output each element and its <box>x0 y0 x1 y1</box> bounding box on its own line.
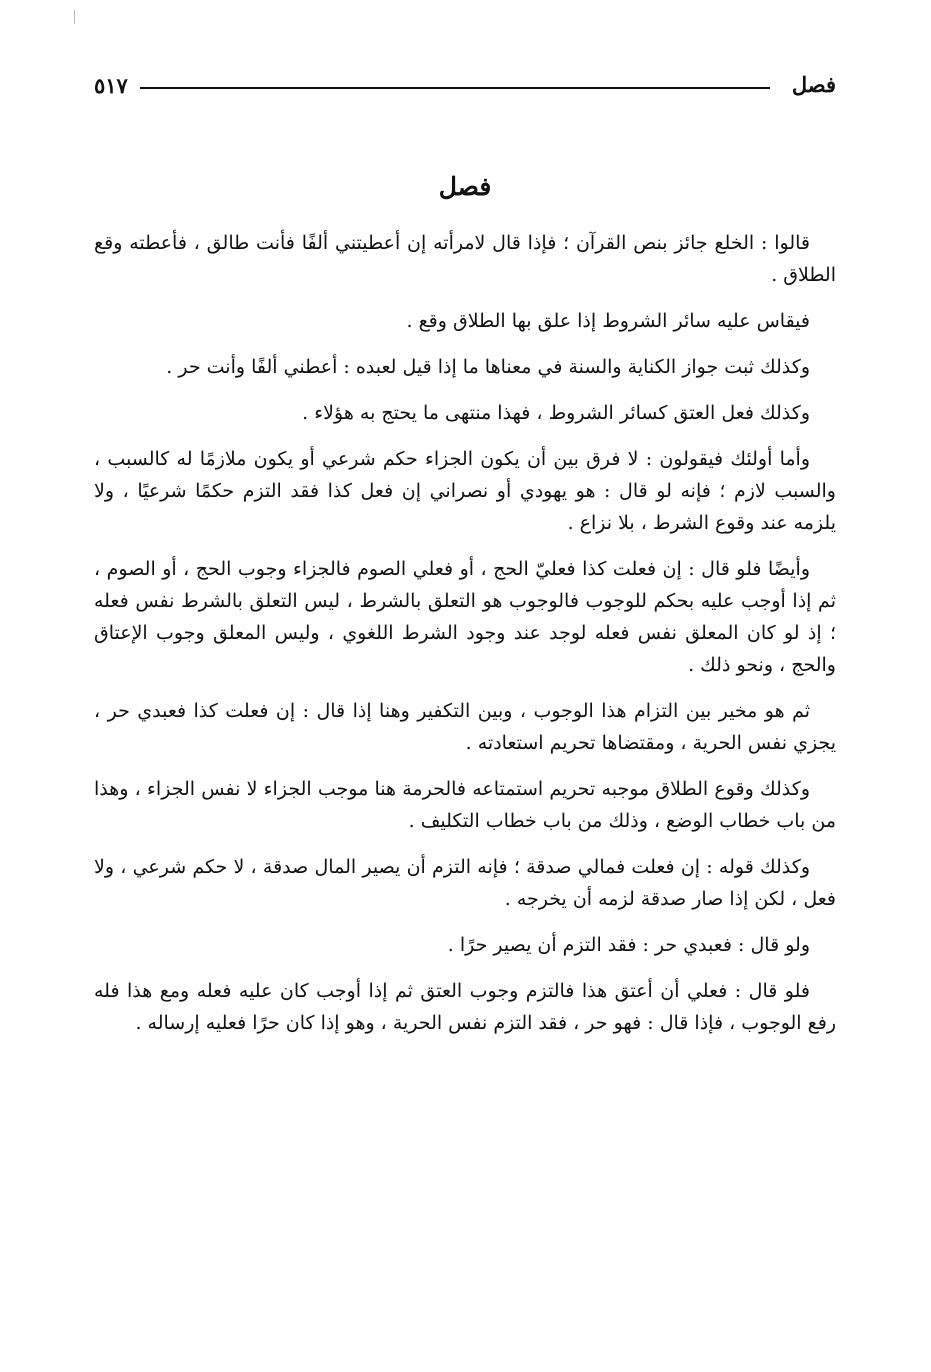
paragraph-8: وكذلك وقوع الطلاق موجبه تحريم استمتاعه فالحرمة هنا موجب الجزاء لا نفس الجزاء ، وهذا من باب خطاب الوضع ، وذلك من باب خطاب التكليف . <box>94 778 836 832</box>
running-title: فصل <box>791 72 836 97</box>
paragraph-2: فيقاس عليه سائر الشروط إذا علق بها الطلاق وقع . <box>406 310 810 332</box>
paragraph-6: وأيضًا فلو قال : إن فعلت كذا فعليّ الحج ، أو فعلي الصوم فالجزاء وجوب الحج ، أو الصوم ، ثم إذا أوجب عليه بحكم للوجوب فالوجوب هو التعلق بالشرط ، ليس التعلق بالشرط نفس فعله ؛ إذ لو كان المعلق نفس فعله لوجد عند وجود الشرط اللغوي ، وليس المعلق وجوب الإعتاق والحج ، ونحو ذلك . <box>94 558 836 676</box>
page-number: ٥١٧ <box>94 73 128 98</box>
page-header <box>94 72 836 102</box>
header-rule <box>140 87 770 89</box>
paragraph-1: قالوا : الخلع جائز بنص القرآن ؛ فإذا قال لامرأته إن أعطيتني ألفًا فأنت طالق ، فأعطته وقع الطلاق . <box>94 232 836 286</box>
paragraph-4: وكذلك فعل العتق كسائر الشروط ، فهذا منتهى ما يحتج به هؤلاء . <box>302 402 810 424</box>
paragraph-10: ولو قال : فعبدي حر : فقد التزم أن يصير حرًا . <box>447 934 810 956</box>
paragraph-3: وكذلك ثبت جواز الكناية والسنة في معناها ما إذا قيل لعبده : أعطني ألفًا وأنت حر . <box>166 356 810 378</box>
scan-mark <box>74 10 75 24</box>
paragraph-9: وكذلك قوله : إن فعلت فمالي صدقة ؛ فإنه التزم أن يصير المال صدقة ، لا حكم شرعي ، ولا فعل ، لكن إذا صار صدقة لزمه أن يخرجه . <box>94 856 836 910</box>
body-text <box>94 227 836 1053</box>
section-title: فصل <box>438 172 492 201</box>
paragraph-11: فلو قال : فعلي أن أعتق هذا فالتزم وجوب العتق ثم إذا أوجب كان عليه فعله ومع هذا فله رفع الوجوب ، فإذا قال : فهو حر ، فقد التزم نفس الحرية ، وهو إذا كان حرًا فعليه إرساله . <box>94 980 836 1034</box>
paragraph-7: ثم هو مخير بين التزام هذا الوجوب ، وبين التكفير وهنا إذا قال : إن فعلت كذا فعبدي حر ، يجزي نفس الحرية ، ومقتضاها تحريم استعادته . <box>94 700 836 754</box>
paragraph-5: وأما أولئك فيقولون : لا فرق بين أن يكون الجزاء حكم شرعي أو يكون ملازمًا له كالسبب ، والسبب لازم ؛ فإنه لو قال : هو يهودي أو نصراني إن فعل كذا فقد التزم حكمًا شرعيًا ، ولا يلزمه عند وقوع الشرط ، بلا نزاع . <box>94 448 836 534</box>
